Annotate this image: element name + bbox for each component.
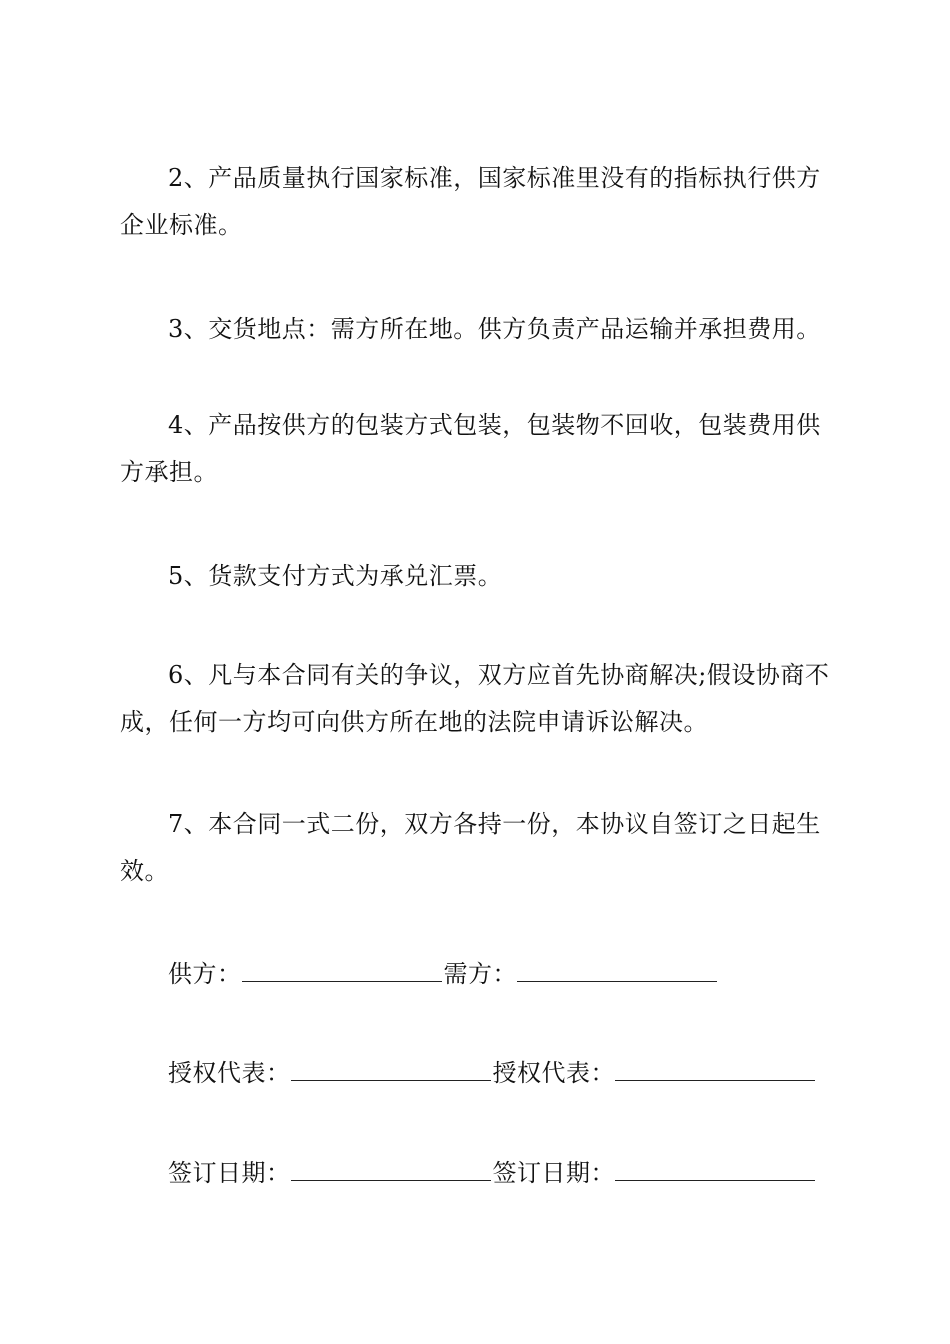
clause-quality-standard: 2、产品质量执行国家标准，国家标准里没有的指标执行供方企业标准。 [120, 164, 821, 239]
signature-date-row [168, 1158, 817, 1188]
buyer-rep-label: 授权代表： [492, 1059, 615, 1087]
supplier-label: 供方： [168, 960, 242, 988]
clause-dispute-resolution: 6、凡与本合同有关的争议，双方应首先协商解决;假设协商不成，任何一方均可向供方所在地的法院申请诉讼解决。 [120, 661, 830, 736]
supplier-rep-label: 授权代表： [168, 1059, 291, 1087]
clause-payment-method: 5、货款支付方式为承兑汇票。 [168, 562, 503, 590]
buyer-date-label: 签订日期： [492, 1159, 615, 1187]
buyer-label: 需方： [443, 960, 517, 988]
buyer-rep-blank [615, 1058, 815, 1081]
buyer-blank [517, 959, 717, 982]
clause-copies-effective: 7、本合同一式二份，双方各持一份，本协议自签订之日起生效。 [120, 810, 821, 885]
supplier-date-label: 签订日期： [168, 1159, 291, 1187]
buyer-date-blank [615, 1158, 815, 1181]
supplier-rep-blank [291, 1058, 491, 1081]
supplier-blank [242, 959, 442, 982]
clause-packaging: 4、产品按供方的包装方式包装，包装物不回收，包装费用供方承担。 [120, 411, 821, 486]
signature-parties-row [168, 959, 719, 989]
clause-delivery-location: 3、交货地点：需方所在地。供方负责产品运输并承担费用。 [168, 315, 821, 343]
supplier-date-blank [291, 1158, 491, 1181]
signature-representative-row [168, 1058, 817, 1088]
